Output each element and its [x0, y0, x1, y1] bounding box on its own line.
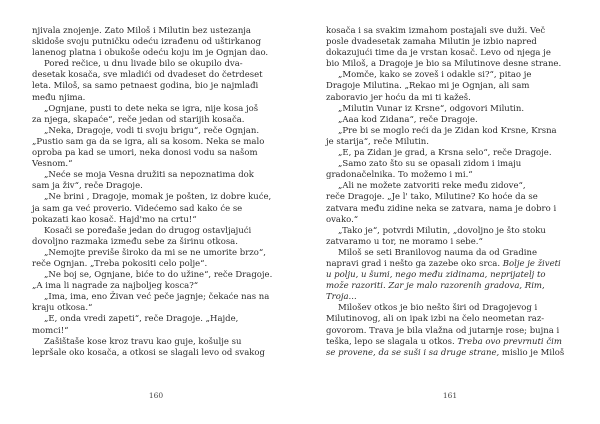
text-line	[326, 237, 574, 248]
text-run: momci!“	[32, 325, 69, 336]
italic-run: može razoriti. Zar je malo razorenih gradova, Rim,	[326, 281, 545, 292]
text-line	[32, 37, 280, 48]
text-run: „Nemojte previše široko da mi se ne umorite brzo“,	[44, 247, 266, 258]
text-line	[32, 59, 280, 70]
text-run: lanenog platna i obukoše odeću koju im je Ognjan dao.	[32, 48, 269, 59]
text-line	[32, 337, 280, 348]
text-line	[32, 115, 280, 126]
text-line	[326, 70, 574, 81]
text-line	[326, 159, 574, 170]
text-line	[32, 281, 280, 292]
text-run: „Momče, kako se zoveš i odakle si?“, pitao je	[338, 70, 532, 81]
text-run: „A ima li nagrade za najboljeg kosca?“	[32, 281, 199, 292]
text-run: desetak kosača, sve mladići od dvadeset do četrdeset	[32, 70, 263, 81]
text-line	[326, 81, 574, 92]
italic-run: u polju, u šumi, nego među zidinama, neprijatelj to	[326, 270, 546, 281]
text-run: „Pre bi se moglo reći da je Zidan kod Krsne, Krsna	[338, 125, 557, 136]
text-line	[326, 348, 574, 359]
right-page-text	[326, 26, 574, 359]
text-run: „Milutin Vunar iz Krsne“, odgovori Milutin.	[338, 103, 525, 114]
text-line	[326, 314, 574, 325]
text-run: „Neka, Dragoje, vodi ti svoju brigu“, reče Ognjan.	[44, 125, 260, 136]
text-run: Zašištaše kose kroz travu kao guje, košulje su	[44, 336, 242, 347]
text-line	[326, 270, 574, 281]
text-run: ja sam ga već proverio. Videćemo sad kako će se	[32, 203, 243, 214]
text-line	[326, 137, 574, 148]
text-run: sam ja živ“, reče Dragoje.	[32, 181, 143, 192]
italic-run: Treba ovo prevrnuti čim	[454, 336, 562, 347]
text-line	[32, 292, 280, 303]
italic-run: se provene, da se suši i sa druge strane,	[326, 347, 500, 358]
text-line	[326, 115, 574, 126]
text-run: dokazujući time da je vrstan kosač. Levo od njega je	[326, 48, 551, 59]
text-line	[32, 226, 280, 237]
text-line	[326, 281, 574, 292]
text-run: zatvaramo u tor, ne moramo i sebe.“	[326, 236, 483, 247]
text-run: leta. Miloš, sa samo petnaest godina, bio je najmlađi	[32, 81, 259, 92]
text-run: kosača i sa svakim izmahom postajali sve duži. Več	[326, 26, 546, 36]
text-line	[32, 348, 280, 359]
text-line	[326, 337, 574, 348]
italic-run: Troja...	[326, 292, 357, 303]
text-line	[326, 326, 574, 337]
text-run: „E, onda vredi zapeti“, reče Dragoje. „Hajde,	[44, 314, 239, 325]
text-run: bio Miloš, a Dragoje je bio sa Milutinove desne strane.	[326, 59, 562, 70]
text-run: Pored rečice, u dnu livade bilo se okupilo dva-	[44, 59, 243, 70]
text-line	[32, 314, 280, 325]
text-run: zatvara među zidine neka se zatvara, nama je dobro i	[326, 203, 557, 214]
text-line	[32, 81, 280, 92]
text-line	[32, 26, 280, 37]
text-run: Milutinovog, ali on ipak izbi na čelo neometan raz-	[326, 314, 545, 325]
text-line	[326, 37, 574, 48]
text-line	[32, 137, 280, 148]
text-run: „Pustio sam ga da se igra, ali sa kosom. Neka se malo	[32, 136, 265, 147]
text-line	[326, 248, 574, 259]
text-line	[326, 259, 574, 270]
text-line	[326, 104, 574, 115]
page-number-right: 161	[442, 391, 458, 400]
text-run: reče Ognjan. „Treba pokositi celo polje“.	[32, 258, 208, 269]
text-line	[32, 303, 280, 314]
text-run: zaboravio jer hoću da mi ti kažeš.	[326, 92, 471, 103]
text-run: posle dvadesetak zamaha Milutin je izbio napred	[326, 37, 537, 48]
text-line	[32, 215, 280, 226]
text-run: gradonačelnika. To možemo i mi.“	[326, 170, 473, 181]
text-line	[326, 48, 574, 59]
text-line	[326, 192, 574, 203]
text-line	[32, 270, 280, 281]
text-run: „Aaa kod Zidana“, reče Dragoje.	[338, 114, 478, 125]
text-line	[32, 170, 280, 181]
text-run: oproba pa kad se umori, neka donosi vodu sa našom	[32, 148, 258, 159]
text-run: ovako.“	[326, 214, 359, 225]
text-line	[32, 248, 280, 259]
text-line	[326, 226, 574, 237]
text-line	[32, 126, 280, 137]
italic-run: Bolje je živeti	[500, 258, 561, 269]
text-run: teška, lepo se slagala u otkos.	[326, 336, 455, 347]
text-line	[326, 59, 574, 70]
text-line	[326, 181, 574, 192]
text-line	[326, 170, 574, 181]
text-run: mislio je Miloš	[499, 347, 565, 358]
text-line	[32, 192, 280, 203]
text-line	[32, 159, 280, 170]
text-line	[32, 181, 280, 192]
text-line	[32, 70, 280, 81]
text-run: skidoše svoju putničku odeću izrađenu od uštirkanog	[32, 37, 262, 48]
text-run: dovoljno razmaka između sebe za širinu otkosa.	[32, 236, 238, 247]
text-line	[326, 204, 574, 215]
text-run: kraju otkosa.“	[32, 303, 93, 314]
text-run: Vesnom.“	[32, 159, 73, 170]
left-page-text	[32, 26, 280, 359]
text-run: „Ima, ima, eno Živan već peče jagnje; čekaće nas na	[44, 292, 270, 303]
text-run: pokazati kao kosač. Hajd'mo na crtu!“	[32, 214, 197, 225]
text-run: „Ne boj se, Ognjane, biće to do užine“, reče Dragoje.	[44, 270, 273, 281]
text-run: „E, pa Zidan je grad, a Krsna selo“, reče Dragoje.	[338, 148, 552, 159]
text-run: Miloš se seti Branilovog nauma da od Gradine	[338, 247, 538, 258]
text-line	[326, 148, 574, 159]
text-run: Milošev otkos je bio nešto širi od Dragojevog i	[338, 303, 538, 314]
text-run: „Ne brini , Dragoje, momak je pošten, iz dobre kuće,	[44, 192, 272, 203]
text-run: govorom. Trava je bila vlažna od jutarnje rose; bujna i	[326, 325, 560, 336]
text-run: „Ognjane, pusti to dete neka se igra, nije kosa još	[44, 103, 259, 114]
text-line	[32, 204, 280, 215]
text-line	[32, 93, 280, 104]
text-run: za njega, skapaće“, reče jedan od starijih kosača.	[32, 114, 245, 125]
page-number-left: 160	[148, 391, 164, 400]
text-line	[326, 93, 574, 104]
text-line	[32, 104, 280, 115]
text-run: je starija“, reče Milutin.	[326, 136, 429, 147]
text-run: među njima.	[32, 92, 86, 103]
text-line	[32, 237, 280, 248]
text-run: „Neće se moja Vesna družiti sa nepoznatima dok	[44, 170, 254, 181]
text-run: lepršale oko kosača, a otkosi se slagali levo od svakog	[32, 347, 265, 358]
text-line	[32, 148, 280, 159]
text-line	[326, 303, 574, 314]
text-run: „Samo zato što su se opasali zidom i imaju	[338, 159, 522, 170]
text-run: „Ali ne možete zatvoriti reke među zidove“,	[338, 181, 526, 192]
right-page	[300, 0, 600, 424]
text-line	[32, 48, 280, 59]
text-run: reče Dragoje. „Je l' tako, Milutine? Ko hoće da se	[326, 192, 538, 203]
text-line	[326, 292, 574, 303]
text-run: Dragoje Milutina. „Rekao mi je Ognjan, ali sam	[326, 81, 530, 92]
text-run: napravi grad i nešto ga zazebe oko srca.	[326, 258, 501, 269]
text-line	[32, 326, 280, 337]
text-line	[326, 126, 574, 137]
text-run: njivala znojenje. Zato Miloš i Milutin bez ustezanja	[32, 26, 251, 36]
text-line	[32, 259, 280, 270]
text-run: „Tako je“, potvrdi Milutin, „dovoljno je što stoku	[338, 225, 546, 236]
text-line	[326, 215, 574, 226]
text-line	[326, 26, 574, 37]
text-run: Kosači se poređaše jedan do drugog ostavljajući	[44, 225, 252, 236]
